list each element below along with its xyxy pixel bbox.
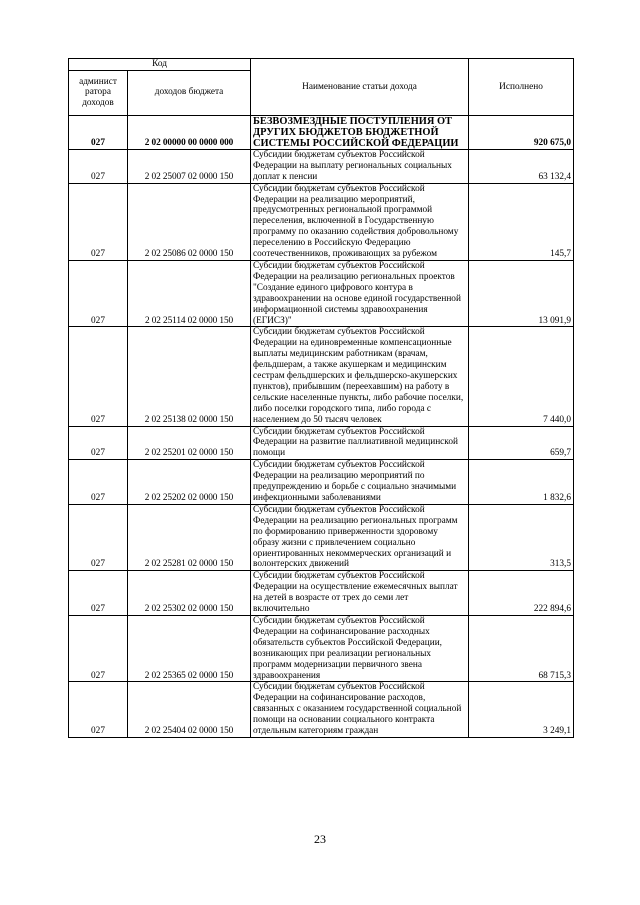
income-item-name: Субсидии бюджетам субъектов Российской Федерации на выплату региональных социальных доплат к пенсии: [251, 149, 469, 183]
executed-amount: 13 091,9: [469, 260, 574, 326]
table-row: [69, 571, 574, 616]
income-item-name: Субсидии бюджетам субъектов Российской Федерации на развитие паллиативной медицинской помощи: [251, 426, 469, 460]
table-row: [69, 260, 574, 326]
income-item-name: Субсидии бюджетам субъектов Российской Федерации на реализацию мероприятий, предусмотренных региональной программой переселения, включенной в Государственную программу по оказанию содействия добровольному переселению в Российскую Федерацию соотечественников, проживающих за рубежом: [251, 183, 469, 260]
budget-income-code: 2 02 25404 02 0000 150: [128, 682, 251, 738]
income-item-name: Субсидии бюджетам субъектов Российской Федерации на софинансирование расходных обязательств субъектов Российской Федерации, возникающих при реализации региональных программ модернизации первичного звена здравоохранения: [251, 615, 469, 681]
income-item-name: Субсидии бюджетам субъектов Российской Федерации на реализацию региональных проектов "Создание единого цифрового контура в здравоохранении на основе единой государственной информационной системы здравоохранения (ЕГИСЗ)": [251, 260, 469, 326]
income-item-name: Субсидии бюджетам субъектов Российской Федерации на софинансирование расходов, связанных с оказанием государственной социальной помощи на основании социального контракта отдельным категориям граждан: [251, 682, 469, 738]
page-number: 23: [314, 832, 326, 846]
header-code: Код: [69, 59, 251, 71]
executed-amount: 63 132,4: [469, 149, 574, 183]
executed-amount: 659,7: [469, 426, 574, 460]
header-name: Наименование статьи дохода: [251, 59, 469, 116]
administrator-code: 027: [69, 327, 128, 426]
budget-income-code: 2 02 25201 02 0000 150: [128, 426, 251, 460]
budget-income-code: 2 02 25202 02 0000 150: [128, 460, 251, 505]
table-body: [69, 115, 574, 737]
executed-amount: 313,5: [469, 504, 574, 570]
administrator-code: 027: [69, 571, 128, 616]
header-executed: Исполнено: [469, 59, 574, 116]
budget-income-code: 2 02 25007 02 0000 150: [128, 149, 251, 183]
executed-amount: 920 675,0: [469, 115, 574, 149]
header-budget-income: доходов бюджета: [128, 70, 251, 115]
income-item-name: Субсидии бюджетам субъектов Российской Федерации на реализацию мероприятий по предупреждению и борьбе с социально значимыми инфекционными заболеваниями: [251, 460, 469, 505]
header-administrator: админист ратора доходов: [69, 70, 128, 115]
table-row: [69, 615, 574, 681]
income-table: [68, 58, 574, 738]
administrator-code: 027: [69, 260, 128, 326]
executed-amount: 1 832,6: [469, 460, 574, 505]
administrator-code: 027: [69, 183, 128, 260]
administrator-code: 027: [69, 426, 128, 460]
administrator-code: 027: [69, 115, 128, 149]
administrator-code: 027: [69, 460, 128, 505]
budget-income-code: 2 02 25302 02 0000 150: [128, 571, 251, 616]
administrator-code: 027: [69, 504, 128, 570]
executed-amount: 222 894,6: [469, 571, 574, 616]
budget-income-code: 2 02 25114 02 0000 150: [128, 260, 251, 326]
table-row: [69, 426, 574, 460]
table-row: [69, 183, 574, 260]
administrator-code: 027: [69, 149, 128, 183]
budget-income-code: 2 02 00000 00 0000 000: [128, 115, 251, 149]
income-item-name: Субсидии бюджетам субъектов Российской Федерации на реализацию региональных программ по формированию приверженности здоровому образу жизни с привлечением социально ориентированных некоммерческих организаций и волонтерских движений: [251, 504, 469, 570]
income-item-name: Субсидии бюджетам субъектов Российской Федерации на единовременные компенсационные выплаты медицинским работникам (врачам, фельдшерам, а также акушеркам и медицинским сестрам фельдшерских и фельдшерско-акушерских пунктов), прибывшим (переехавшим) на работу в сельские населенные пункты, либо рабочие поселки, либо поселки городского типа, либо города с населением до 50 тысяч человек: [251, 327, 469, 426]
table-row: [69, 327, 574, 426]
income-item-name: Субсидии бюджетам субъектов Российской Федерации на осуществление ежемесячных выплат на детей в возрасте от трех до семи лет включительно: [251, 571, 469, 616]
executed-amount: 145,7: [469, 183, 574, 260]
budget-income-code: 2 02 25086 02 0000 150: [128, 183, 251, 260]
table-row: [69, 115, 574, 149]
table-row: [69, 149, 574, 183]
administrator-code: 027: [69, 682, 128, 738]
table-row: [69, 682, 574, 738]
executed-amount: 7 440,0: [469, 327, 574, 426]
table-row: [69, 460, 574, 505]
administrator-code: 027: [69, 615, 128, 681]
executed-amount: 68 715,3: [469, 615, 574, 681]
income-item-name: БЕЗВОЗМЕЗДНЫЕ ПОСТУПЛЕНИЯ ОТ ДРУГИХ БЮДЖЕТОВ БЮДЖЕТНОЙ СИСТЕМЫ РОССИЙСКОЙ ФЕДЕРАЦИИ: [251, 115, 469, 149]
header-row-top: [69, 59, 574, 71]
table-row: [69, 504, 574, 570]
executed-amount: 3 249,1: [469, 682, 574, 738]
budget-income-code: 2 02 25281 02 0000 150: [128, 504, 251, 570]
budget-income-code: 2 02 25365 02 0000 150: [128, 615, 251, 681]
budget-income-code: 2 02 25138 02 0000 150: [128, 327, 251, 426]
